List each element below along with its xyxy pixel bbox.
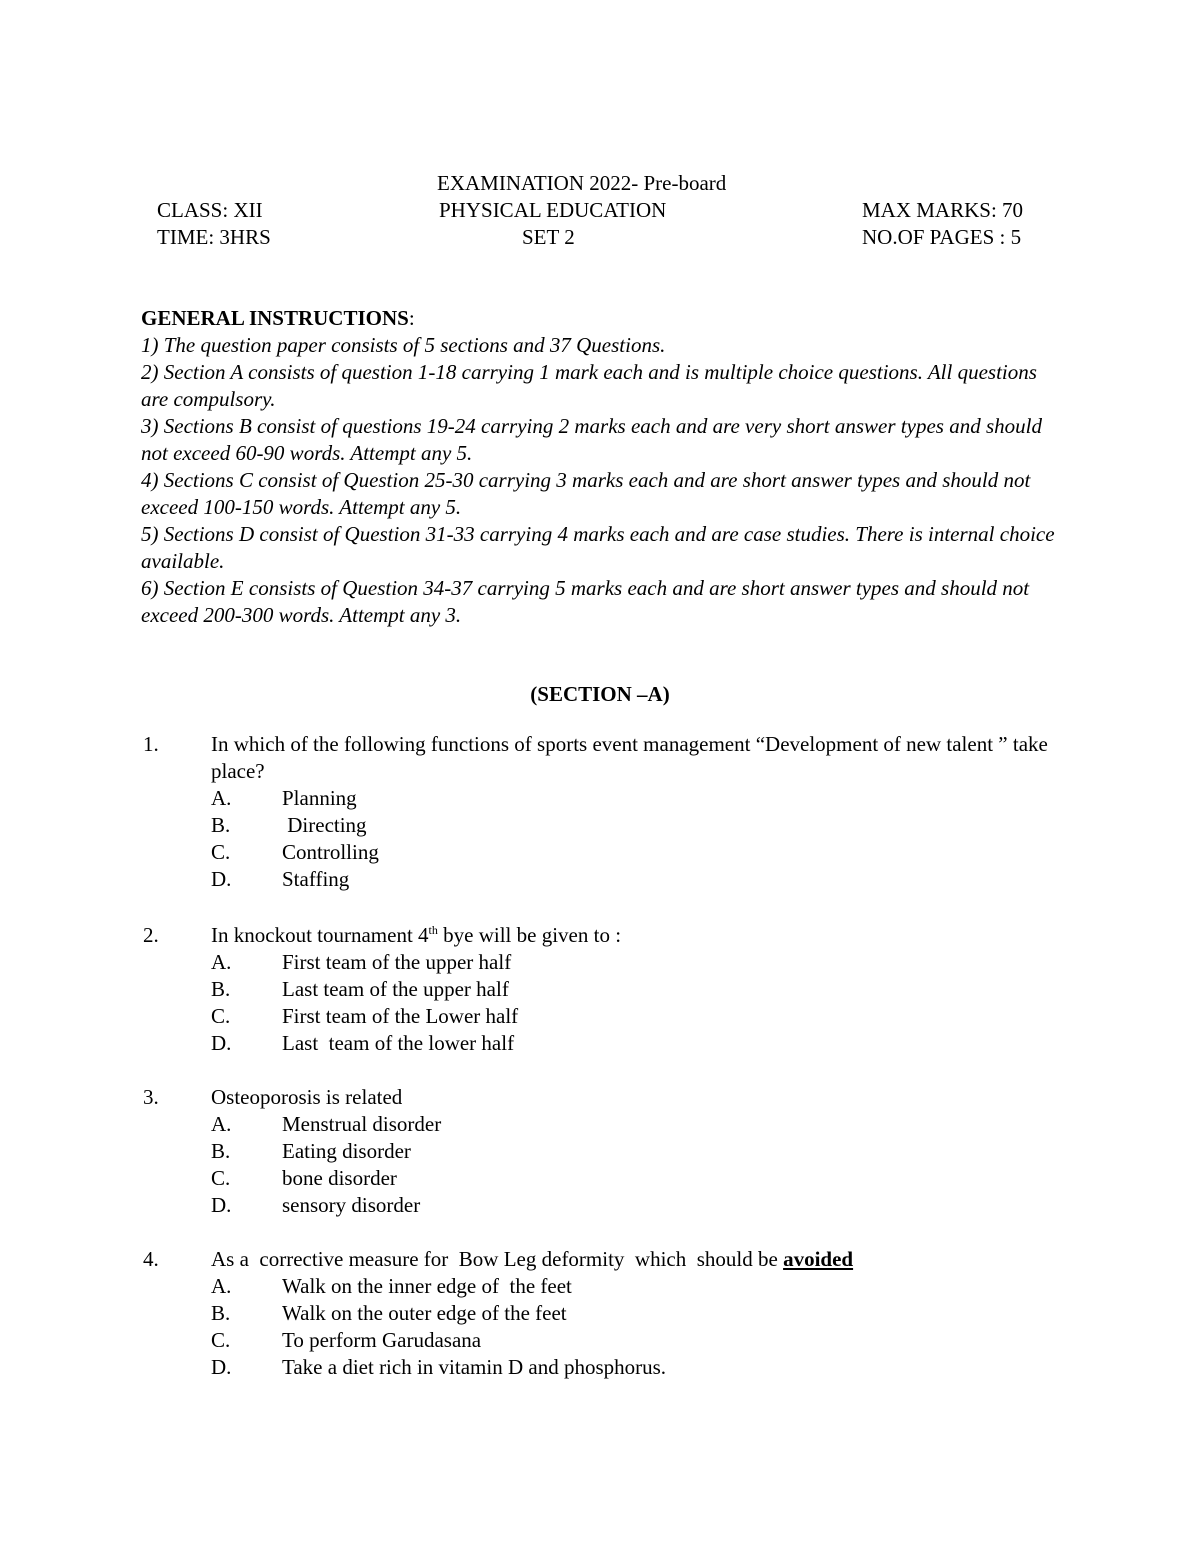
option-text: Take a diet rich in vitamin D and phosphorus. xyxy=(282,1355,667,1379)
set-label: SET 2 xyxy=(522,225,575,249)
time-label: TIME: 3HRS xyxy=(157,225,271,249)
question-number: 1. xyxy=(143,732,159,756)
instructions-heading xyxy=(141,305,1061,332)
instruction-item: 6) Section E consists of Question 34-37 carrying 5 marks each and are short answer types and should not exceed 200-300 words. Attempt any 3. xyxy=(141,576,1030,627)
instruction-item: 1) The question paper consists of 5 sections and 37 Questions. xyxy=(141,333,666,357)
option-text: bone disorder xyxy=(282,1166,397,1190)
ordinal-suffix: th xyxy=(428,923,438,937)
option-letter: B. xyxy=(211,813,231,837)
instruction-item: 3) Sections B consist of questions 19-24 carrying 2 marks each and are very short answer types and should not exceed 60-90 words. Attempt any 5. xyxy=(141,414,1042,465)
option-letter: C. xyxy=(211,1004,231,1028)
option-b xyxy=(211,1300,811,1327)
option-a xyxy=(211,949,811,976)
instruction-item: 5) Sections D consist of Question 31-33 carrying 4 marks each and are case studies. There is internal choice available. xyxy=(141,522,1055,573)
instructions-title: GENERAL INSTRUCTIONS xyxy=(141,306,409,330)
option-letter: B. xyxy=(211,1301,231,1325)
instruction-item: 4) Sections C consist of Question 25-30 carrying 3 marks each and are short answer types and should not exceed 100-150 words. Attempt any 5. xyxy=(141,468,1031,519)
option-text: sensory disorder xyxy=(282,1193,421,1217)
option-letter: B. xyxy=(211,977,231,1001)
option-b xyxy=(211,1138,811,1165)
general-instructions xyxy=(141,305,1061,629)
question-text xyxy=(211,922,1061,949)
subject-label: PHYSICAL EDUCATION xyxy=(439,198,667,222)
option-text: Staffing xyxy=(282,867,350,891)
option-text: Last team of the upper half xyxy=(282,977,509,1001)
option-letter: A. xyxy=(211,1274,232,1298)
max-marks-label: MAX MARKS: 70 xyxy=(862,198,1024,222)
exam-title: EXAMINATION 2022- Pre-board xyxy=(437,171,727,195)
question-text-part: bye will be given to : xyxy=(437,923,622,947)
option-c xyxy=(211,1165,811,1192)
question-number: 3. xyxy=(143,1085,159,1109)
option-letter: C. xyxy=(211,840,231,864)
option-text: Last team of the lower half xyxy=(282,1031,515,1055)
option-letter: D. xyxy=(211,1031,232,1055)
option-c xyxy=(211,839,811,866)
option-text: First team of the upper half xyxy=(282,950,512,974)
option-letter: A. xyxy=(211,1112,232,1136)
option-a xyxy=(211,1111,811,1138)
pages-label: NO.OF PAGES : 5 xyxy=(862,225,1022,249)
option-b xyxy=(211,812,811,839)
option-text: Eating disorder xyxy=(282,1139,411,1163)
question-number: 4. xyxy=(143,1247,159,1271)
question-number: 2. xyxy=(143,923,159,947)
question-text-part: As a corrective measure for Bow Leg deformity which should be xyxy=(211,1247,784,1271)
section-title: (SECTION –A) xyxy=(530,682,670,706)
option-letter: D. xyxy=(211,1193,232,1217)
option-b xyxy=(211,976,811,1003)
question-text: Osteoporosis is related xyxy=(211,1085,403,1109)
option-text: Menstrual disorder xyxy=(282,1112,442,1136)
option-letter: D. xyxy=(211,1355,232,1379)
option-c xyxy=(211,1327,811,1354)
option-text: Walk on the inner edge of the feet xyxy=(282,1274,572,1298)
question-text xyxy=(211,1246,1061,1273)
option-a xyxy=(211,1273,811,1300)
question-text: In which of the following functions of sports event management “Development of new talent ” take place? xyxy=(211,732,1048,783)
option-text: Walk on the outer edge of the feet xyxy=(282,1301,567,1325)
option-letter: C. xyxy=(211,1166,231,1190)
option-d xyxy=(211,1354,811,1381)
option-text: Controlling xyxy=(282,840,379,864)
option-letter: C. xyxy=(211,1328,231,1352)
option-d xyxy=(211,1030,811,1057)
question-text-part: In knockout tournament 4 xyxy=(211,923,429,947)
option-text: Directing xyxy=(282,813,367,837)
emphasis-avoided: avoided xyxy=(783,1247,854,1271)
option-letter: A. xyxy=(211,950,232,974)
option-letter: A. xyxy=(211,786,232,810)
option-d xyxy=(211,1192,811,1219)
option-text: To perform Garudasana xyxy=(282,1328,482,1352)
option-text: First team of the Lower half xyxy=(282,1004,519,1028)
option-letter: B. xyxy=(211,1139,231,1163)
instructions-title-suffix: : xyxy=(408,306,415,330)
option-text: Planning xyxy=(282,786,357,810)
option-d xyxy=(211,866,811,893)
class-label: CLASS: XII xyxy=(157,198,263,222)
instruction-item: 2) Section A consists of question 1-18 carrying 1 mark each and is multiple choice questions. All questions are compulsory. xyxy=(141,360,1037,411)
option-c xyxy=(211,1003,811,1030)
option-a xyxy=(211,785,811,812)
option-letter: D. xyxy=(211,867,232,891)
